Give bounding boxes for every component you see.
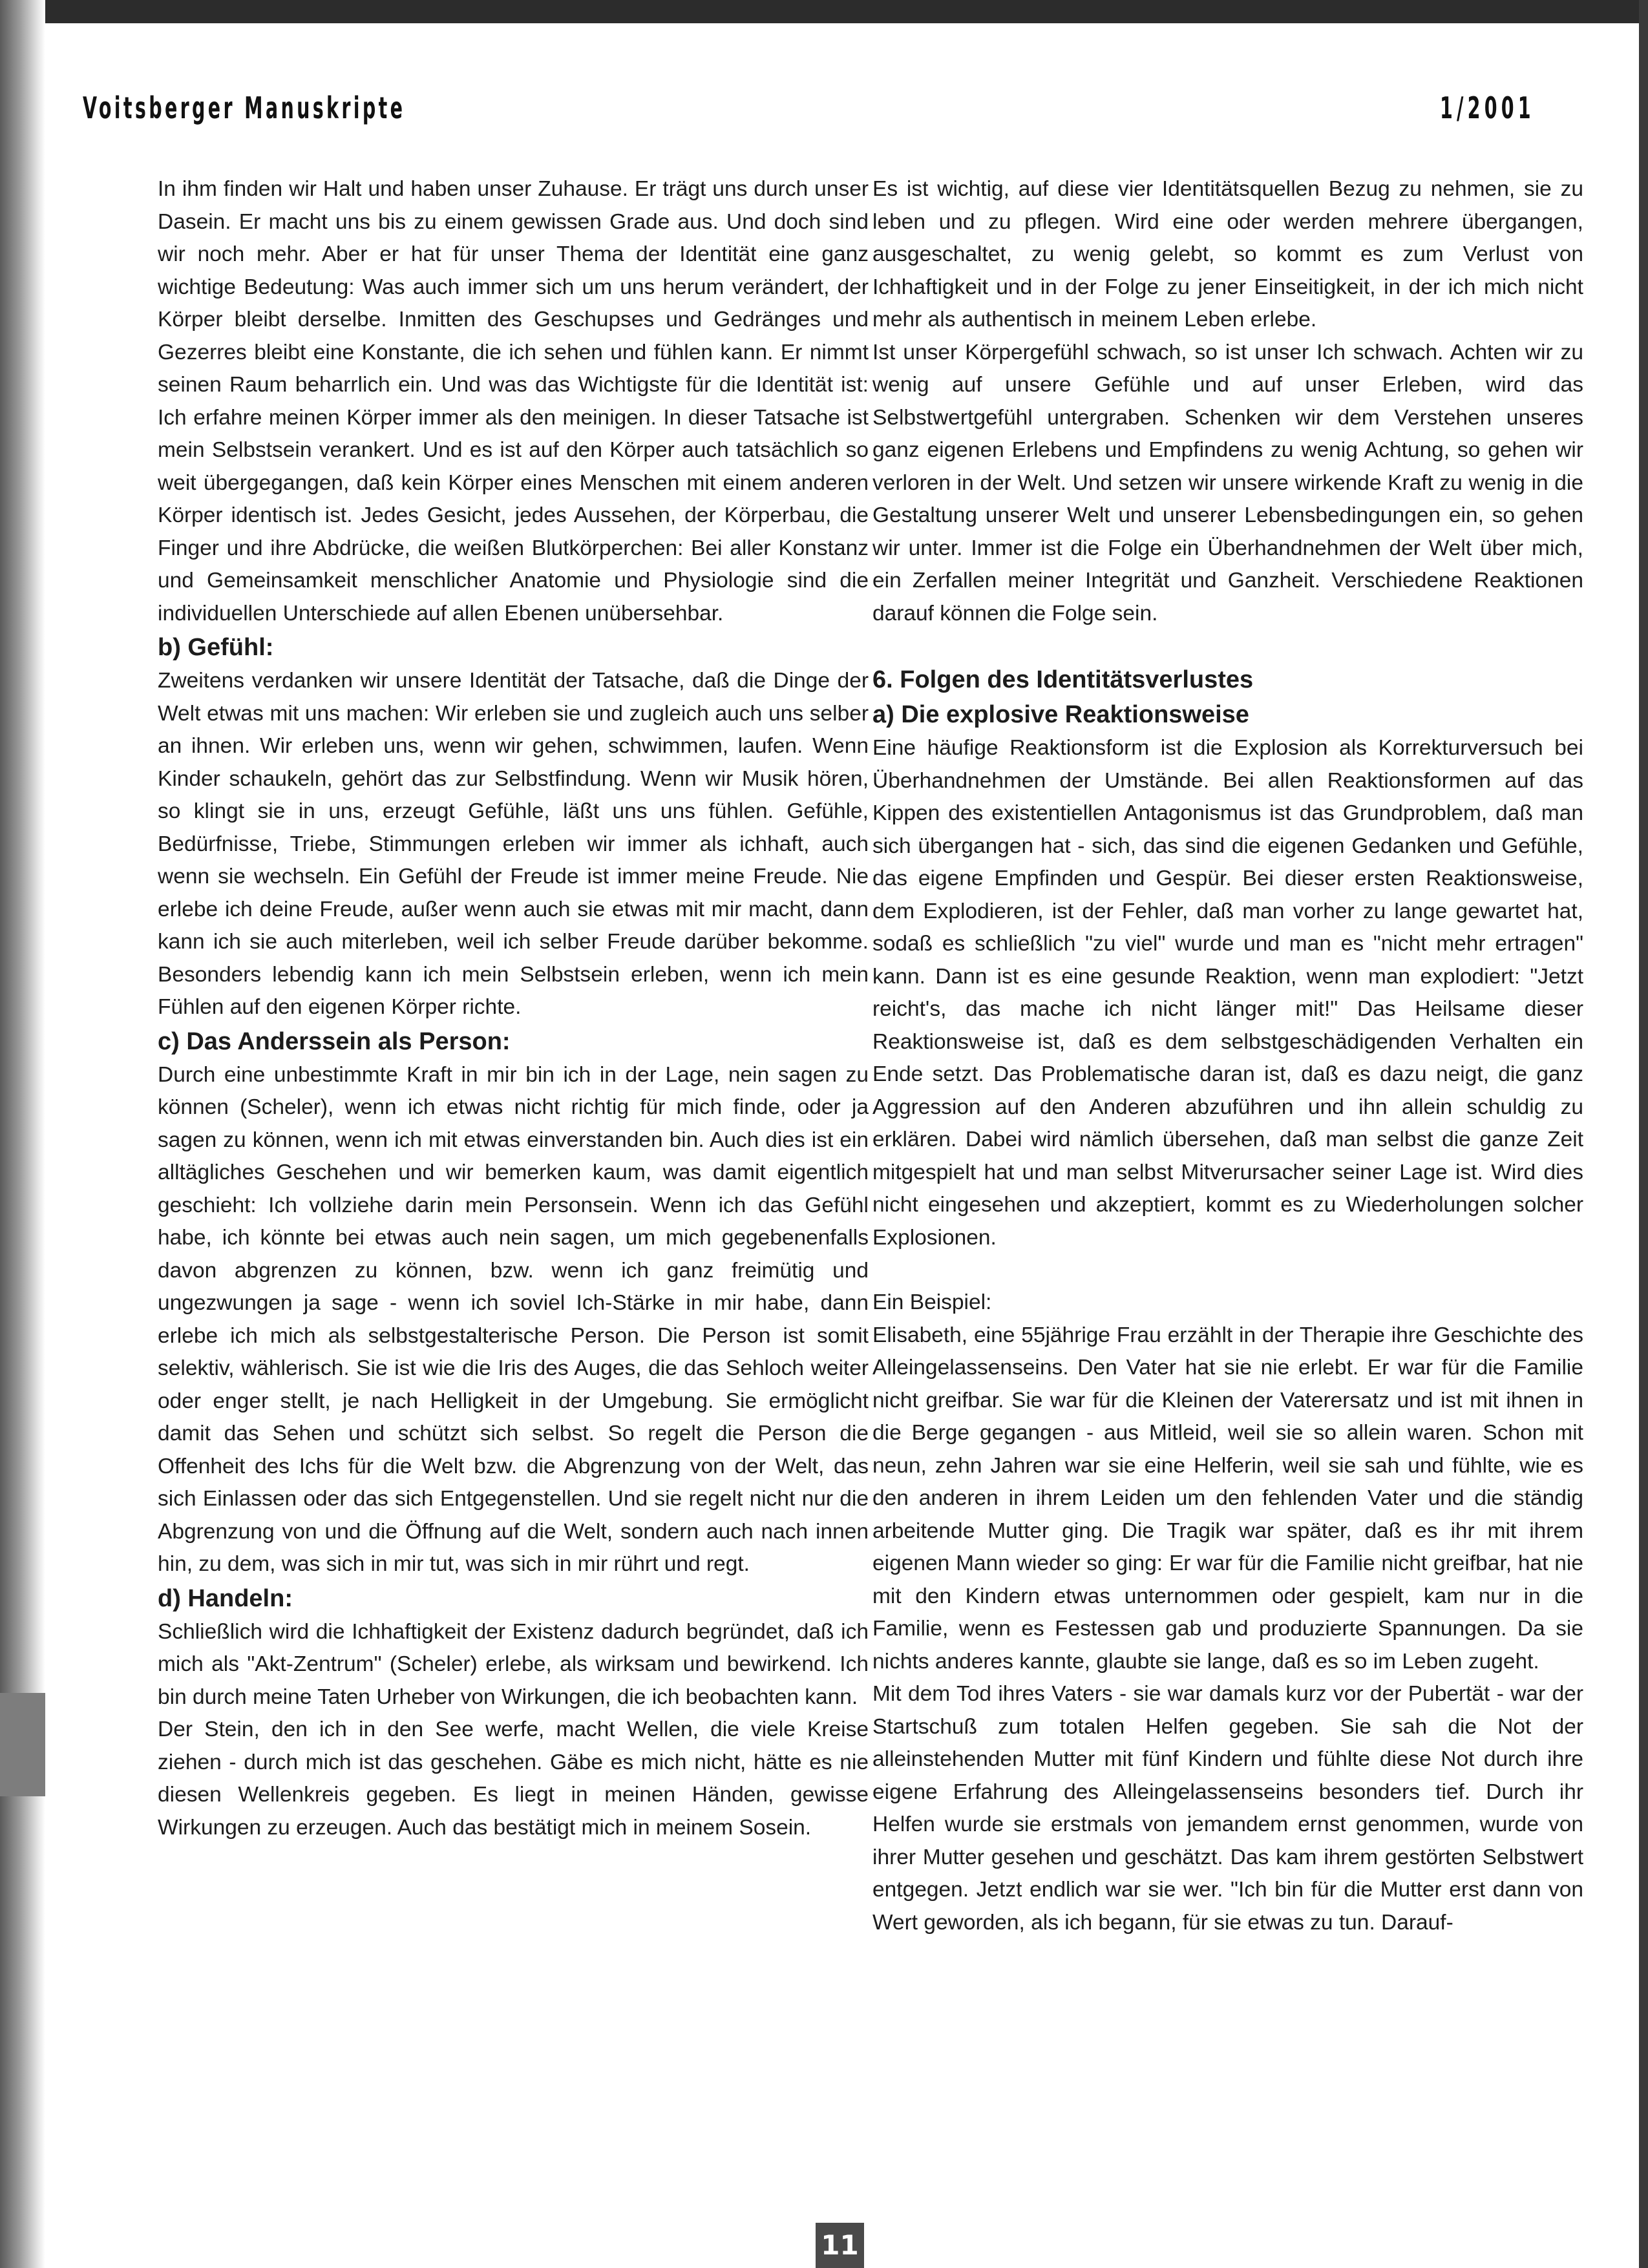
- paragraph: Elisabeth, eine 55jährige Frau erzählt in der Therapie ihre Geschichte des Alleingelassenseins. Den Vater hat sie nie erlebt. Er war für die Familie nicht greifbar. Sie war für die Kleinen der Vaterersatz und ist mit ihnen in die Berge gegangen - aus Mitleid, weil sie so allein waren. Schon mit neun, zehn Jahren war sie eine Helferin, weil sie sah und fühlte, wie es den anderen in ihrem Leiden um den fehlenden Vater und die ständig arbeitende Mutter ging. Die Tragik war später, daß es ihr mit ihrem eigenen Mann wieder so ging: Er war für die Familie nicht greifbar, hat nie mit den Kindern etwas unternommen oder gespielt, kam nur in die Familie, wenn es Festessen gab und produzierte Spannungen. Da sie nichts anderes kannte, glaubte sie lange, daß es so im Leben zugeht.: [872, 1323, 1583, 1674]
- left-column: [158, 173, 869, 1844]
- subheading-anderssein: c) Das Anderssein als Person:: [158, 1027, 511, 1055]
- example-label: Ein Beispiel:: [872, 1290, 992, 1314]
- scan-border-right: [1639, 0, 1648, 2268]
- paragraph: Ist unser Körpergefühl schwach, so ist unser Ich schwach. Achten wir zu wenig auf unsere Gefühle und auf unser Erleben, wird das Selbstwertgefühl untergraben. Schenken wir dem Verstehen unseres ganz eigenen Erlebens und Empfindens zu wenig Achtung, so gehen wir verloren in der Welt. Und setzen wir unsere wirkende Kraft zu wenig in die Gestaltung unserer Welt und unserer Lebensbedingungen ein, so gehen wir unter. Immer ist die Folge ein Überhandnehmen der Welt über mich, ein Zerfallen meiner Integrität und Ganzheit. Verschiedene Reaktionen darauf können die Folge sein.: [872, 340, 1583, 625]
- scan-border-top: [0, 0, 1648, 23]
- page-number: 11: [816, 2223, 864, 2268]
- journal-title: Voitsberger Manuskripte: [83, 90, 406, 125]
- paragraph: Eine häufige Reaktionsform ist die Explosion als Korrekturversuch bei Überhandnehmen der Umstände. Bei allen Reaktionsformen auf das Kippen des existentiellen Antagonismus ist das Grundproblem, daß man sich übergangen hat - sich, das sind die eigenen Gedanken und Gefühle, das eigene Empfinden und Gespür. Bei dieser ersten Reaktionsweise, dem Explodieren, ist der Fehler, daß man vorher zu lange gewartet hat, sodaß es schließlich "zu viel" wurde und man es "nicht mehr ertragen" kann. Dann ist es eine gesunde Reaktion, wenn man explodiert: "Jetzt reicht's, das mache ich nicht länger mit!" Das Heilsame dieser Reaktionsweise ist, daß es dem selbstgeschädigenden Verhalten ein Ende setzt. Das Problematische daran ist, daß es dazu neigt, die ganz Aggression auf den Anderen abzuführen und ihn allein schuldig zu erklären. Dabei wird nämlich übersehen, daß man selbst die ganze Zeit mitgespielt hat und man selbst Mitverursacher seiner Lage ist. Wird dies nicht eingesehen und akzeptiert, kommt es zu Wiederholungen solcher Explosionen.: [872, 736, 1583, 1250]
- right-column: [872, 173, 1583, 1939]
- paragraph: Der Stein, den ich in den See werfe, macht Wellen, die viele Kreise ziehen - durch mich ist das geschehen. Gäbe es mich nicht, hätte es nie diesen Wellenkreis gegeben. Es liegt in meinen Händen, gewisse Wirkungen zu erzeugen. Auch das bestätigt mich in meinem Sosein.: [158, 1717, 869, 1840]
- spacer: [872, 1254, 1583, 1286]
- subsection-heading: a) Die explosive Reaktionsweise: [872, 701, 1249, 728]
- paragraph: In ihm finden wir Halt und haben unser Zuhause. Er trägt uns durch unser Dasein. Er macht uns bis zu einem gewissen Grade aus. Und doch sind wir noch mehr. Aber er hat für unser Thema der Identität eine ganz wichtige Bedeutung: Was auch immer sich um uns herum verändert, der Körper bleibt derselbe. Inmitten des Geschupses und Gedränges und Gezerres bleibt eine Konstante, die ich sehen und fühlen kann. Er nimmt seinen Raum beharrlich ein. Und was das Wichtigste für die Identität ist: Ich erfahre meinen Körper immer als den meinigen. In dieser Tatsache ist mein Selbstsein verankert. Und es ist auf den Körper auch tatsächlich so weit übergegangen, daß kein Körper eines Menschen mit einem anderen Körper identisch ist. Jedes Gesicht, jedes Aussehen, der Körperbau, die Finger und ihre Abdrücke, die weißen Blutkörperchen: Bei aller Konstanz und Gemeinsamkeit menschlicher Anatomie und Physiologie sind die individuellen Unterschiede auf allen Ebenen unübersehbar.: [158, 177, 869, 625]
- section-heading: 6. Folgen des Identitätsverlustes: [872, 666, 1254, 693]
- scan-border-left: [0, 0, 45, 2268]
- paragraph: Es ist wichtig, auf diese vier Identitätsquellen Bezug zu nehmen, sie zu leben und zu pflegen. Wird eine oder werden mehrere übergangen, ausgeschaltet, zu wenig gelebt, so kommt es zum Verlust von Ichhaftigkeit und in der Folge zu jener Einseitigkeit, in der ich mich nicht mehr als authentisch in meinem Leben erlebe.: [872, 177, 1583, 331]
- spacer: [872, 630, 1583, 662]
- subheading-gefuehl: b) Gefühl:: [158, 634, 274, 661]
- issue-number: 1/2001: [1440, 90, 1535, 125]
- scan-artifact: [0, 1693, 45, 1796]
- paragraph: Mit dem Tod ihres Vaters - sie war damals kurz vor der Pubertät - war der Startschuß zum totalen Helfen gegeben. Sie sah die Not der alleinstehenden Mutter mit fünf Kindern und fühlte diese Not durch ihre eigene Erfahrung des Alleingelassenseins besonders tief. Durch ihr Helfen wurde sie erstmals von jemandem ernst genommen, wurde von ihrer Mutter gesehen und geschätzt. Das kam ihrem gestörten Selbstwert entgegen. Jetzt endlich war sie wer. "Ich bin für die Mutter erst dann von Wert geworden, als ich begann, für sie etwas zu tun. Darauf-: [872, 1682, 1583, 1935]
- paragraph: Schließlich wird die Ichhaftigkeit der Existenz dadurch begründet, daß ich mich als "Akt-Zentrum" (Scheler) erlebe, als wirksam und bewirkend. Ich bin durch meine Taten Urheber von Wirkungen, die ich beobachten kann.: [158, 1619, 869, 1709]
- subheading-handeln: d) Handeln:: [158, 1584, 293, 1612]
- paragraph: Zweitens verdanken wir unsere Identität der Tatsache, daß die Dinge der Welt etwas mit uns machen: Wir erleben sie und zugleich auch uns selber an ihnen. Wir erleben uns, wenn wir gehen, schwimmen, laufen. Wenn Kinder schaukeln, gehört das zur Selbstfindung. Wenn wir Musik hören, so klingt sie in uns, erzeugt Gefühle, läßt uns uns fühlen. Gefühle, Bedürfnisse, Triebe, Stimmungen erleben wir immer als ichhaft, auch wenn sie wechseln. Ein Gefühl der Freude ist immer meine Freude. Nie erlebe ich deine Freude, außer wenn auch sie etwas mit mir macht, dann kann ich sie auch miterleben, weil ich selber Freude darüber bekomme. Besonders lebendig kann ich mein Selbstsein erleben, wenn ich mein Fühlen auf den eigenen Körper richte.: [158, 669, 869, 1019]
- paragraph: Durch eine unbestimmte Kraft in mir bin ich in der Lage, nein sagen zu können (Scheler), wenn ich etwas nicht richtig für mich finde, oder ja sagen zu können, wenn ich mit etwas einverstanden bin. Auch dies ist ein alltägliches Geschehen und wir bemerken kaum, was damit eigentlich geschieht: Ich vollziehe darin mein Personsein. Wenn ich das Gefühl habe, ich könnte bei etwas auch nein sagen, um mich gegebenenfalls davon abgrenzen zu können, bzw. wenn ich ganz freimütig und ungezwungen ja sage - wenn ich soviel Ich-Stärke in mir habe, dann erlebe ich mich als selbstgestalterische Person. Die Person ist somit selektiv, wählerisch. Sie ist wie die Iris des Auges, die das Sehloch weiter oder enger stellt, je nach Helligkeit in der Umgebung. Sie ermöglicht damit das Sehen und schützt sich selbst. So regelt die Person die Offenheit des Ichs für die Welt bzw. die Abgrenzung von der Welt, das sich Einlassen oder das sich Entgegenstellen. Und sie regelt nicht nur die Abgrenzung von und die Öffnung auf die Welt, sondern auch nach innen hin, zu dem, was sich in mir tut, was sich in mir rührt und regt.: [158, 1062, 869, 1576]
